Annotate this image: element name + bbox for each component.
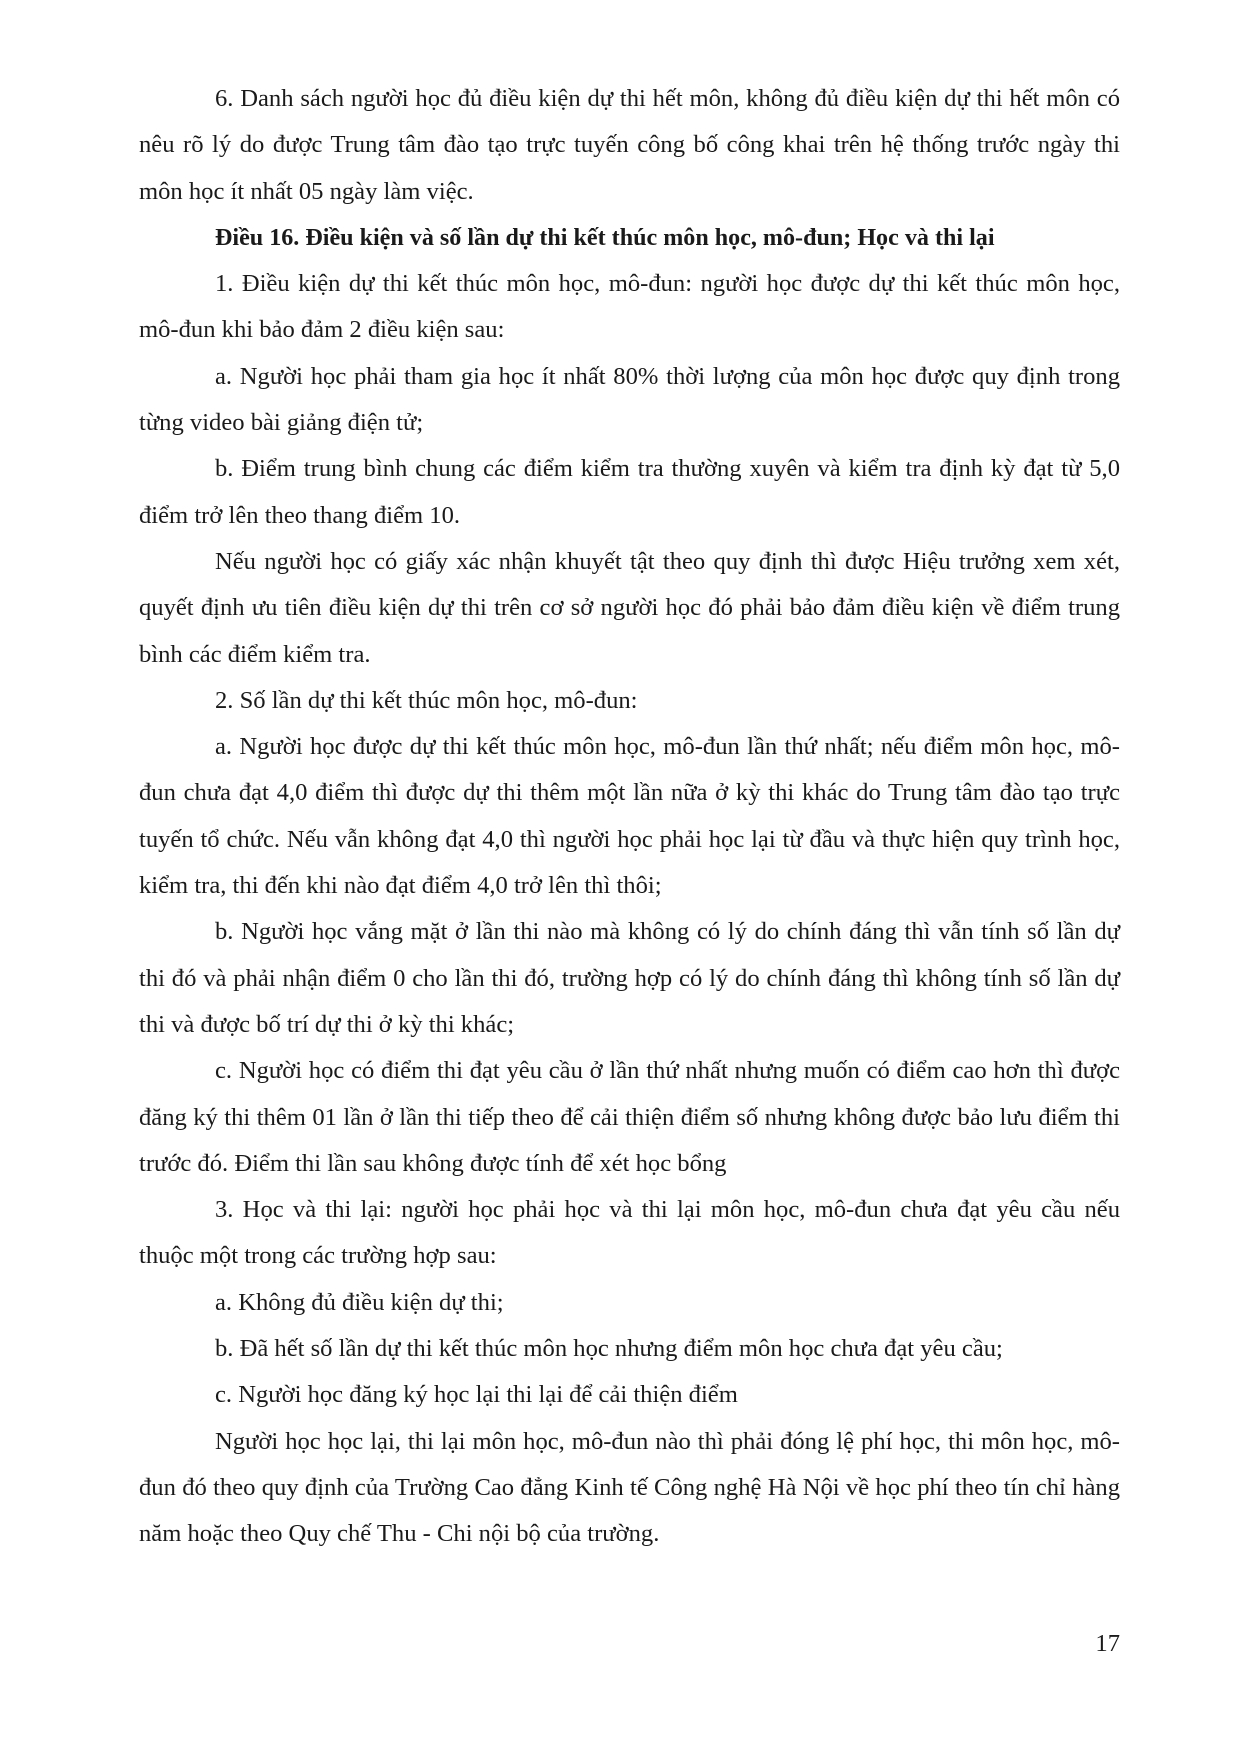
page-number: 17 (1095, 1630, 1120, 1657)
paragraph-clause-1: 1. Điều kiện dự thi kết thúc môn học, mô-đun: người học được dự thi kết thúc môn học, mô-đun khi bảo đảm 2 điều kiện sau: (139, 270, 1120, 344)
document-page (139, 76, 1120, 1558)
paragraph-clause-3a: a. Không đủ điều kiện dự thi; (215, 1288, 504, 1316)
paragraph-clause-6: 6. Danh sách người học đủ điều kiện dự thi hết môn, không đủ điều kiện dự thi hết môn có nêu rõ lý do được Trung tâm đào tạo trực tuyến công bố công khai trên hệ thống trước ngày thi môn học ít nhất 05 ngày làm việc. (139, 85, 1120, 205)
paragraph-clause-1b: b. Điểm trung bình chung các điểm kiểm tra thường xuyên và kiểm tra định kỳ đạt từ 5,0 điểm trở lên theo thang điểm 10. (139, 455, 1120, 529)
paragraph-disability-note: Nếu người học có giấy xác nhận khuyết tật theo quy định thì được Hiệu trưởng xem xét, quyết định ưu tiên điều kiện dự thi trên cơ sở người học đó phải bảo đảm điều kiện về điểm trung bình các điểm kiểm tra. (139, 547, 1120, 668)
paragraph-fees: Người học học lại, thi lại môn học, mô-đun nào thì phải đóng lệ phí học, thi môn học, mô-đun đó theo quy định của Trường Cao đẳng Kinh tế Công nghệ Hà Nội về học phí theo tín chỉ hàng năm hoặc theo Quy chế Thu - Chi nội bộ của trường. (139, 1427, 1120, 1548)
paragraph-clause-2c: c. Người học có điểm thi đạt yêu cầu ở lần thứ nhất nhưng muốn có điểm cao hơn thì được đăng ký thi thêm 01 lần ở lần thi tiếp theo để cải thiện điểm số nhưng không được bảo lưu điểm thi trước đó. Điểm thi lần sau không được tính để xét học bổng (139, 1057, 1120, 1177)
paragraph-clause-3b: b. Đã hết số lần dự thi kết thúc môn học nhưng điểm môn học chưa đạt yêu cầu; (215, 1335, 1003, 1363)
paragraph-clause-2: 2. Số lần dự thi kết thúc môn học, mô-đun: (215, 686, 638, 714)
paragraph-clause-2b: b. Người học vắng mặt ở lần thi nào mà không có lý do chính đáng thì vẫn tính số lần dự thi đó và phải nhận điểm 0 cho lần thi đó, trường hợp có lý do chính đáng thì không tính số lần dự thi và được bố trí dự thi ở kỳ thi khác; (139, 918, 1120, 1038)
article-16-heading: Điều 16. Điều kiện và số lần dự thi kết thúc môn học, mô-đun; Học và thi lại (215, 224, 995, 251)
paragraph-clause-3c: c. Người học đăng ký học lại thi lại để cải thiện điểm (215, 1381, 738, 1409)
paragraph-clause-1a: a. Người học phải tham gia học ít nhất 80% thời lượng của môn học được quy định trong từng video bài giảng điện tử; (139, 362, 1120, 437)
paragraph-clause-2a: a. Người học được dự thi kết thúc môn học, mô-đun lần thứ nhất; nếu điểm môn học, mô-đun chưa đạt 4,0 điểm thì được dự thi thêm một lần nữa ở kỳ thi khác do Trung tâm đào tạo trực tuyến tổ chức. Nếu vẫn không đạt 4,0 thì người học phải học lại từ đầu và thực hiện quy trình học, kiểm tra, thi đến khi nào đạt điểm 4,0 trở lên thì thôi; (139, 733, 1120, 900)
paragraph-clause-3: 3. Học và thi lại: người học phải học và thi lại môn học, mô-đun chưa đạt yêu cầu nếu thuộc một trong các trường hợp sau: (139, 1196, 1120, 1270)
